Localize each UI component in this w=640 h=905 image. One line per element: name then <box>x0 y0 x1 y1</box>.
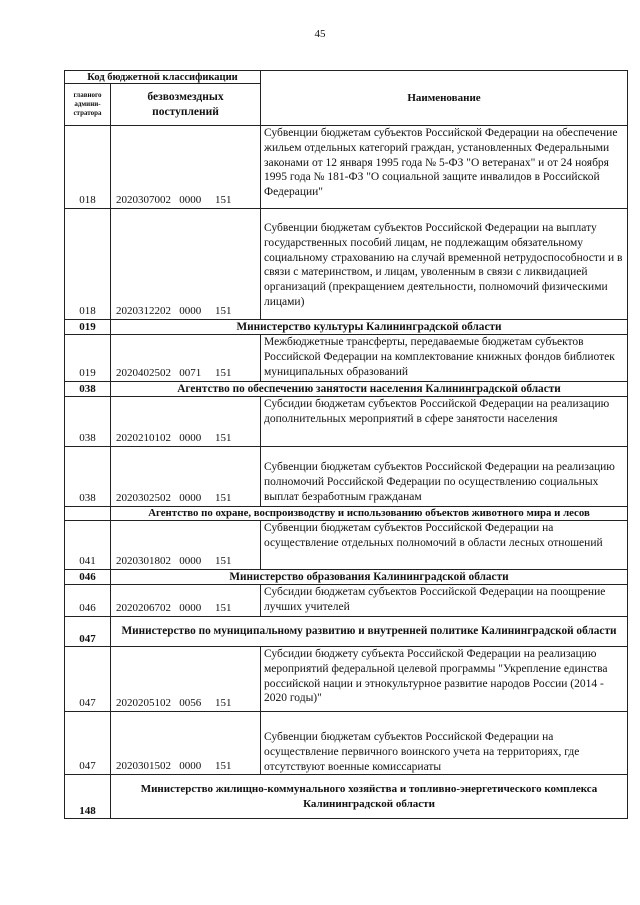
table-row <box>65 397 628 447</box>
admin-code: 041 <box>65 521 111 570</box>
admin-code: 019 <box>65 335 111 382</box>
admin-code: 046 <box>65 585 111 617</box>
revenue-code: 2020210102 0000 151 <box>111 397 261 447</box>
row-description: Субвенции бюджетам субъектов Российской Федерации на обеспечение жильем отдельных категорий граждан, установленных Федеральными законами от 12 января 1995 года № 5-ФЗ "О ветеранах" и от 24 ноября 1995 года № 181-ФЗ "О социальной защите инвалидов в Российской Федерации" <box>261 126 628 209</box>
table-row <box>65 585 628 617</box>
row-description: Субвенции бюджетам субъектов Российской Федерации на реализацию полномочий Российской Федерации по осуществлению социальных выплат безработным гражданам <box>261 447 628 507</box>
admin-code: 047 <box>65 712 111 775</box>
section-code: 038 <box>65 382 111 397</box>
table-row <box>65 521 628 570</box>
revenue-code: 2020312202 0000 151 <box>111 209 261 320</box>
section-code: 019 <box>65 320 111 335</box>
revenue-code: 2020301802 0000 151 <box>111 521 261 570</box>
revenue-code: 2020301502 0000 151 <box>111 712 261 775</box>
name-column-header: Наименование <box>261 71 628 126</box>
revenue-column-header: безвозмездных поступлений <box>111 84 261 126</box>
section-title: Агентство по охране, воспроизводству и использованию объектов животного мира и лесов <box>111 507 628 521</box>
row-description: Субвенции бюджетам субъектов Российской Федерации на осуществление первичного воинского учета на территориях, где отсутствуют военные комиссариаты <box>261 712 628 775</box>
row-description: Межбюджетные трансферты, передаваемые бюджетам субъектов Российской Федерации на комплектование книжных фондов библиотек муниципальных образований <box>261 335 628 382</box>
row-description: Субвенции бюджетам субъектов Российской Федерации на выплату государственных пособий лицам, не подлежащим обязательному социальному страхованию на случай временной нетрудоспособности и в связи с материнством, и лицам, уволенным в связи с ликвидацией организаций (прекращением деятельности, полномочий физическими лицами) <box>261 209 628 320</box>
section-code: 047 <box>65 617 111 647</box>
section-row <box>65 775 628 819</box>
section-row <box>65 320 628 335</box>
code-group-header: Код бюджетной классификации <box>65 71 261 84</box>
table-row <box>65 447 628 507</box>
admin-code: 038 <box>65 447 111 507</box>
table-row <box>65 647 628 712</box>
section-title: Министерство по муниципальному развитию и внутренней политике Калининградской области <box>111 617 628 647</box>
admin-code: 018 <box>65 126 111 209</box>
table-row <box>65 209 628 320</box>
admin-code: 018 <box>65 209 111 320</box>
table-row <box>65 126 628 209</box>
budget-classification-table <box>64 70 628 819</box>
section-title: Министерство образования Калининградской области <box>111 570 628 585</box>
table-row <box>65 712 628 775</box>
revenue-code: 2020302502 0000 151 <box>111 447 261 507</box>
row-description: Субсидии бюджетам субъектов Российской Федерации на поощрение лучших учителей <box>261 585 628 617</box>
section-row <box>65 507 628 521</box>
revenue-code: 2020402502 0071 151 <box>111 335 261 382</box>
section-row <box>65 382 628 397</box>
admin-column-header: главного админи-стратора <box>65 84 111 126</box>
row-description: Субсидии бюджетам субъектов Российской Федерации на реализацию дополнительных мероприятий в сфере занятости населения <box>261 397 628 447</box>
revenue-code: 2020206702 0000 151 <box>111 585 261 617</box>
section-title: Министерство жилищно-коммунального хозяйства и топливно-энергетического комплекса Калининградской области <box>111 775 628 819</box>
page-number: 45 <box>314 28 326 40</box>
admin-code: 047 <box>65 647 111 712</box>
section-row <box>65 570 628 585</box>
revenue-code: 2020205102 0056 151 <box>111 647 261 712</box>
section-title: Министерство культуры Калининградской области <box>111 320 628 335</box>
admin-code: 038 <box>65 397 111 447</box>
section-code: 046 <box>65 570 111 585</box>
row-description: Субсидии бюджету субъекта Российской Федерации на реализацию мероприятий федеральной целевой программы "Укрепление единства российской нации и этнокультурное развитие народов России (2014 - 2020 годы)" <box>261 647 628 712</box>
section-code: 148 <box>65 775 111 819</box>
section-code <box>65 507 111 521</box>
section-row <box>65 617 628 647</box>
table-row <box>65 335 628 382</box>
section-title: Агентство по обеспечению занятости населения Калининградской области <box>111 382 628 397</box>
row-description: Субвенции бюджетам субъектов Российской Федерации на осуществление отдельных полномочий в области лесных отношений <box>261 521 628 570</box>
revenue-code: 2020307002 0000 151 <box>111 126 261 209</box>
header-row-top <box>65 71 628 84</box>
